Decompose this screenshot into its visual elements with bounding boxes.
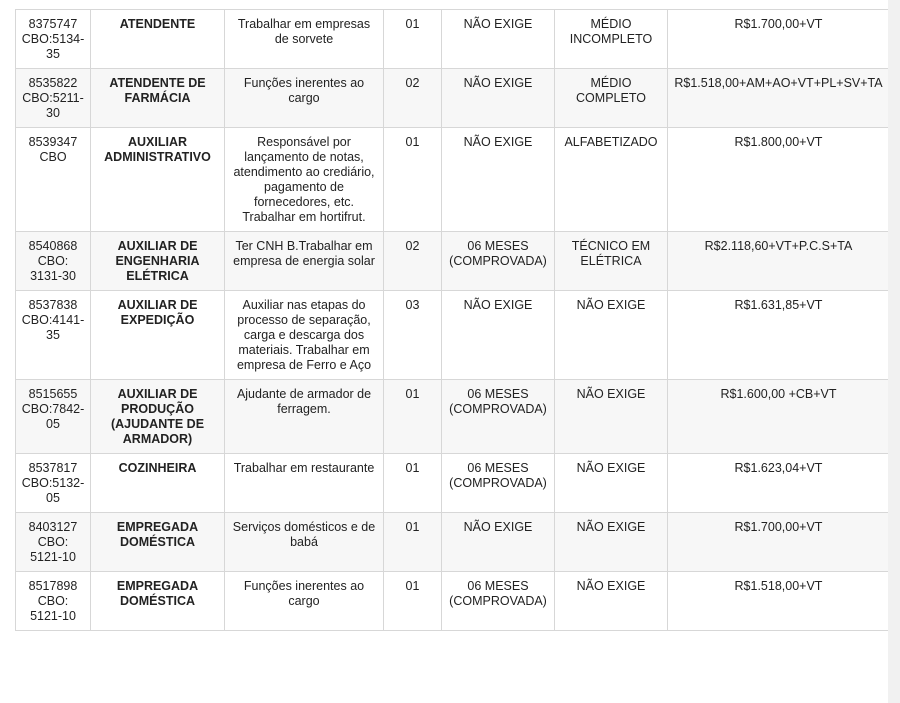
vacancy-code-cell-line: CBO — [39, 150, 67, 164]
experience-cell-line: NÃO EXIGE — [463, 520, 533, 534]
education-cell — [555, 69, 668, 128]
experience-cell-line: NÃO EXIGE — [463, 76, 533, 90]
vacancy-code-cell — [16, 513, 91, 572]
salary-cell-text: R$1.700,00+VT — [734, 520, 823, 534]
vacancy-code-cell — [16, 291, 91, 380]
job-title-cell-line: AUXILIAR DE — [117, 387, 198, 401]
description-cell-line: materiais. Trabalhar em — [238, 343, 370, 357]
vacancy-code-cell — [16, 454, 91, 513]
quantity-cell — [384, 69, 442, 128]
description-cell-line: Funções inerentes ao — [243, 579, 365, 593]
vacancy-code-cell-line: 8540868 — [28, 239, 78, 253]
vacancy-code-cell-line: 8537838 — [28, 298, 78, 312]
description-cell — [225, 454, 384, 513]
vacancy-code-cell — [16, 10, 91, 69]
vacancy-code-cell — [16, 232, 91, 291]
job-title-cell-line: ARMADOR) — [122, 432, 193, 446]
scroll-gutter — [888, 0, 900, 703]
experience-cell-line: (COMPROVADA) — [449, 476, 547, 490]
description-cell — [225, 69, 384, 128]
vacancy-code-cell-line: 5121-10 — [30, 609, 76, 623]
table-row — [16, 454, 890, 513]
job-title-cell — [91, 513, 225, 572]
experience-cell-line: 06 MESES — [467, 461, 529, 475]
education-cell-line: NÃO EXIGE — [576, 520, 646, 534]
vacancy-code-cell-line: 8403127 — [28, 520, 78, 534]
salary-cell — [668, 513, 890, 572]
vacancy-code-cell-line: CBO:5132- — [21, 476, 85, 490]
description-cell-line: pagamento de — [264, 180, 344, 194]
vacancy-code-cell-line: 35 — [46, 328, 60, 342]
job-title-cell-line: ATENDENTE — [119, 17, 196, 31]
table-row — [16, 380, 890, 454]
job-title-cell — [91, 291, 225, 380]
job-title-cell-line: ADMINISTRATIVO — [104, 150, 211, 164]
description-cell-line: Responsável por — [257, 135, 351, 149]
job-title-cell-line: ATENDENTE DE — [109, 76, 206, 90]
job-title-cell — [91, 128, 225, 232]
experience-cell — [442, 513, 555, 572]
job-title-cell-line: ENGENHARIA — [115, 254, 200, 268]
description-cell-line: processo de separação, — [237, 313, 371, 327]
salary-cell — [668, 572, 890, 631]
table-row — [16, 128, 890, 232]
salary-cell-text: R$2.118,60+VT+P.C.S+TA — [704, 239, 853, 253]
vacancy-code-cell-line: 35 — [46, 47, 60, 61]
quantity-cell-text: 01 — [405, 579, 420, 593]
experience-cell-line: (COMPROVADA) — [449, 594, 547, 608]
quantity-cell-text: 01 — [405, 520, 420, 534]
vacancy-code-cell — [16, 69, 91, 128]
education-cell — [555, 513, 668, 572]
vacancy-code-cell-line: CBO: — [37, 254, 69, 268]
description-cell-line: babá — [290, 535, 318, 549]
vacancy-code-cell — [16, 380, 91, 454]
vacancy-code-cell-line: 30 — [46, 106, 60, 120]
vacancy-code-cell-line: 8535822 — [28, 76, 78, 90]
vacancy-code-cell-line: CBO:4141- — [21, 313, 85, 327]
job-title-cell-line: (AJUDANTE DE — [110, 417, 205, 431]
job-title-cell — [91, 380, 225, 454]
education-cell — [555, 454, 668, 513]
experience-cell — [442, 128, 555, 232]
description-cell — [225, 572, 384, 631]
education-cell-line: TÉCNICO EM — [571, 239, 651, 253]
education-cell-line: MÉDIO — [590, 17, 632, 31]
job-title-cell — [91, 232, 225, 291]
job-openings-table — [15, 9, 890, 631]
job-title-cell-line: FARMÁCIA — [124, 91, 191, 105]
education-cell-line: ALFABETIZADO — [564, 135, 658, 149]
quantity-cell-text: 03 — [405, 298, 420, 312]
job-title-cell-line: ELÉTRICA — [126, 269, 189, 283]
experience-cell-line: NÃO EXIGE — [463, 17, 533, 31]
job-title-cell-line: AUXILIAR — [127, 135, 188, 149]
salary-cell-text: R$1.623,04+VT — [734, 461, 823, 475]
salary-cell-text: R$1.800,00+VT — [734, 135, 823, 149]
education-cell — [555, 128, 668, 232]
description-cell — [225, 128, 384, 232]
description-cell-line: lançamento de notas, — [244, 150, 364, 164]
salary-cell — [668, 291, 890, 380]
description-cell-line: empresa de energia solar — [233, 254, 375, 268]
vacancy-code-cell-line: CBO:7842- — [21, 402, 85, 416]
job-title-cell-line: AUXILIAR DE — [117, 239, 198, 253]
salary-cell-text: R$1.600,00 +CB+VT — [720, 387, 837, 401]
vacancy-code-cell-line: CBO:5134- — [21, 32, 85, 46]
table-row — [16, 69, 890, 128]
description-cell-line: Trabalhar em hortifrut. — [242, 210, 366, 224]
quantity-cell — [384, 454, 442, 513]
vacancy-code-cell-line: 05 — [46, 491, 60, 505]
salary-cell-text: R$1.518,00+VT — [734, 579, 823, 593]
experience-cell — [442, 380, 555, 454]
vacancy-code-cell-line: CBO: — [37, 594, 69, 608]
description-cell-line: ferragem. — [277, 402, 331, 416]
description-cell-line: cargo — [288, 91, 320, 105]
table-row — [16, 572, 890, 631]
education-cell — [555, 572, 668, 631]
quantity-cell — [384, 10, 442, 69]
education-cell-line: NÃO EXIGE — [576, 579, 646, 593]
job-rows — [16, 10, 890, 631]
experience-cell-line: NÃO EXIGE — [463, 298, 533, 312]
job-title-cell-line: COZINHEIRA — [118, 461, 197, 475]
experience-cell — [442, 69, 555, 128]
education-cell-line: ELÉTRICA — [580, 254, 642, 268]
description-cell-line: atendimento ao crediário, — [233, 165, 375, 179]
salary-cell — [668, 380, 890, 454]
quantity-cell-text: 01 — [405, 461, 420, 475]
education-cell-line: NÃO EXIGE — [576, 461, 646, 475]
education-cell-line: NÃO EXIGE — [576, 387, 646, 401]
vacancy-code-cell — [16, 572, 91, 631]
vacancy-code-cell-line: 8539347 — [28, 135, 78, 149]
vacancy-code-cell-line: 05 — [46, 417, 60, 431]
description-cell-line: Auxiliar nas etapas do — [242, 298, 366, 312]
experience-cell-line: 06 MESES — [467, 579, 529, 593]
table-row — [16, 291, 890, 380]
education-cell-line: INCOMPLETO — [569, 32, 653, 46]
description-cell — [225, 380, 384, 454]
job-title-cell — [91, 69, 225, 128]
salary-cell — [668, 232, 890, 291]
description-cell-line: Funções inerentes ao — [243, 76, 365, 90]
quantity-cell-text: 02 — [405, 76, 420, 90]
job-title-cell — [91, 454, 225, 513]
table-row — [16, 10, 890, 69]
vacancy-code-cell-line: 5121-10 — [30, 550, 76, 564]
description-cell-line: Ajudante de armador de — [236, 387, 372, 401]
quantity-cell-text: 02 — [405, 239, 420, 253]
vacancy-code-cell-line: 8517898 — [28, 579, 78, 593]
description-cell — [225, 291, 384, 380]
experience-cell — [442, 10, 555, 69]
vacancy-code-cell — [16, 128, 91, 232]
table-row — [16, 232, 890, 291]
vacancy-code-cell-line: CBO: — [37, 535, 69, 549]
education-cell — [555, 380, 668, 454]
quantity-cell-text: 01 — [405, 17, 420, 31]
experience-cell-line: (COMPROVADA) — [449, 402, 547, 416]
description-cell-line: carga e descarga dos — [243, 328, 365, 342]
description-cell-line: Trabalhar em empresas — [237, 17, 371, 31]
quantity-cell — [384, 128, 442, 232]
description-cell — [225, 232, 384, 291]
experience-cell-line: NÃO EXIGE — [463, 135, 533, 149]
vacancy-code-cell-line: CBO:5211- — [22, 91, 84, 105]
salary-cell — [668, 10, 890, 69]
salary-cell-text: R$1.700,00+VT — [734, 17, 823, 31]
quantity-cell-text: 01 — [405, 387, 420, 401]
job-title-cell — [91, 10, 225, 69]
quantity-cell — [384, 232, 442, 291]
quantity-cell — [384, 513, 442, 572]
description-cell-line: de sorvete — [274, 32, 334, 46]
description-cell — [225, 10, 384, 69]
job-title-cell-line: PRODUÇÃO — [121, 402, 194, 416]
job-title-cell-line: DOMÉSTICA — [120, 594, 195, 608]
vacancy-code-cell-line: 3131-30 — [30, 269, 76, 283]
education-cell — [555, 10, 668, 69]
description-cell-line: Serviços domésticos e de — [232, 520, 376, 534]
education-cell — [555, 232, 668, 291]
quantity-cell-text: 01 — [405, 135, 420, 149]
education-cell-line: MÉDIO — [590, 76, 632, 90]
experience-cell-line: 06 MESES — [467, 239, 529, 253]
vacancy-code-cell-line: 8375747 — [28, 17, 78, 31]
vacancy-code-cell-line: 8537817 — [28, 461, 78, 475]
description-cell-line: fornecedores, etc. — [253, 195, 355, 209]
experience-cell — [442, 232, 555, 291]
job-title-cell-line: EMPREGADA — [116, 579, 199, 593]
table-row — [16, 513, 890, 572]
quantity-cell — [384, 572, 442, 631]
education-cell-line: NÃO EXIGE — [576, 298, 646, 312]
description-cell-line: cargo — [288, 594, 320, 608]
experience-cell — [442, 572, 555, 631]
quantity-cell — [384, 380, 442, 454]
experience-cell-line: 06 MESES — [467, 387, 529, 401]
description-cell-line: empresa de Ferro e Aço — [236, 358, 372, 372]
education-cell — [555, 291, 668, 380]
salary-cell-text: R$1.518,00+AM+AO+VT+PL+SV+TA — [674, 76, 883, 90]
job-title-cell-line: AUXILIAR DE — [117, 298, 198, 312]
vacancy-code-cell-line: 8515655 — [28, 387, 78, 401]
job-title-cell-line: EXPEDIÇÃO — [120, 313, 195, 327]
description-cell-line: Trabalhar em restaurante — [233, 461, 375, 475]
job-title-cell-line: EMPREGADA — [116, 520, 199, 534]
salary-cell — [668, 454, 890, 513]
salary-cell — [668, 69, 890, 128]
salary-cell — [668, 128, 890, 232]
job-title-cell-line: DOMÉSTICA — [120, 535, 195, 549]
job-title-cell — [91, 572, 225, 631]
experience-cell — [442, 454, 555, 513]
experience-cell — [442, 291, 555, 380]
description-cell — [225, 513, 384, 572]
education-cell-line: COMPLETO — [576, 91, 646, 105]
experience-cell-line: (COMPROVADA) — [449, 254, 547, 268]
description-cell-line: Ter CNH B.Trabalhar em — [235, 239, 373, 253]
quantity-cell — [384, 291, 442, 380]
salary-cell-text: R$1.631,85+VT — [734, 298, 823, 312]
